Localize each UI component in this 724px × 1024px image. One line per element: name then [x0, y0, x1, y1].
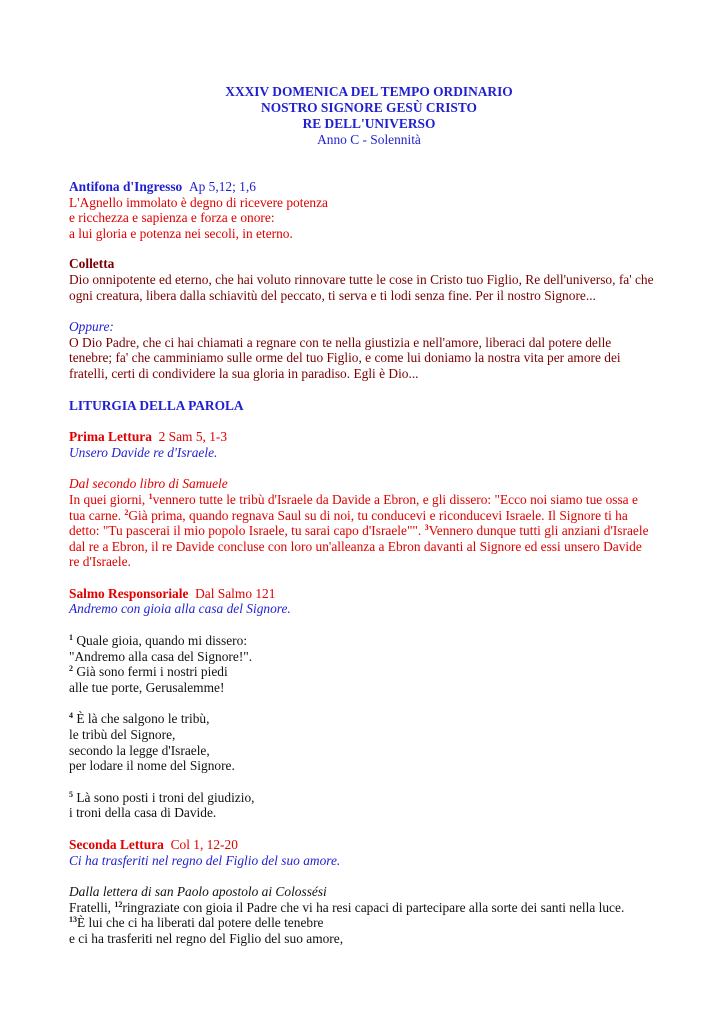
prima-line: detto: "Tu pascerai il mio popolo Israele, tu sarai capo d'Israele"". $^3$Vennero dunque tutti gli anziani d'Israele — [69, 523, 649, 539]
prima-line: In quei giorni, $^1$vennero tutte le tribù d'Israele da Davide a Ebron, e gli dissero: "Ecco noi siamo tue ossa e — [69, 491, 638, 507]
liturgia-section — [69, 398, 669, 414]
seconda-line: Fratelli, $^{12}$ringraziate con gioia il Padre che vi ha resi capaci di partecipare alla sorte dei santi nella luce. — [69, 899, 625, 915]
colletta-label: Colletta — [69, 256, 115, 272]
prima-line: re d'Israele. — [69, 554, 131, 570]
prima-subtitle: Unsero Davide re d'Israele. — [69, 444, 218, 460]
oppure-line: tenebre; fa' che camminiamo sulle orme del tuo Figlio, e come lui doniamo la nostra vita per amore dei — [69, 350, 621, 366]
salmo-stanza: $^5$ Là sono posti i troni del giudizio, i troni della casa di Davide. — [69, 789, 255, 821]
salmo-ref: Dal Salmo 121 — [195, 585, 276, 601]
antifona-line: L'Agnello immolato è degno di ricevere potenza — [69, 194, 328, 210]
salmo-stanza: $^1$ Quale gioia, quando mi dissero: "Andremo alla casa del Signore!". $^2$ Già sono fermi i nostri piedi alle tue porte, Gerusalemme! — [69, 633, 253, 695]
salmo-label: Salmo Responsoriale — [69, 585, 189, 601]
seconda-label: Seconda Lettura — [69, 837, 164, 852]
antifona-line: a lui gloria e potenza nei secoli, in eterno. — [69, 225, 293, 241]
colletta-line: ogni creatura, libera dalla schiavitù del peccato, ti serva e ti lodi senza fine. Per il nostro Signore... — [69, 287, 596, 303]
seconda-lettura-section — [69, 837, 669, 947]
seconda-ref: Col 1, 12-20 — [170, 837, 238, 852]
header — [69, 84, 669, 148]
colletta-line: Dio onnipotente ed eterno, che hai voluto rinnovare tutte le cose in Cristo tuo Figlio, Re dell'universo, fa' che — [69, 271, 654, 287]
verse-number: 3 — [424, 523, 429, 533]
prima-ref: 2 Sam 5, 1-3 — [158, 429, 228, 445]
verse-number: 12 — [114, 899, 123, 909]
antifona-label: Antifona d'Ingresso — [69, 179, 183, 194]
heading-line-3: RE DELL'UNIVERSO — [302, 116, 436, 131]
heading-line-2: NOSTRO SIGNORE GESÙ CRISTO — [261, 100, 477, 115]
oppure-line: fratelli, certi di condividere la sua gloria in paradiso. Egli è Dio... — [69, 365, 419, 381]
verse-number: 13 — [69, 915, 77, 925]
liturgia-heading: LITURGIA DELLA PAROLA — [69, 397, 244, 413]
prima-source: Dal secondo libro di Samuele — [69, 476, 228, 492]
salmo-stanza: $^4$ È là che salgono le tribù, le tribù del Signore, secondo la legge d'Israele, per lodare il nome del Signore. — [69, 711, 235, 774]
seconda-line: e ci ha trasferiti nel regno del Figlio del suo amore, — [69, 930, 344, 946]
colletta-section — [69, 256, 669, 303]
antifona-section — [69, 179, 669, 241]
document-page — [69, 84, 669, 947]
prima-line: tua carne. $^2$Già prima, quando regnava Saul su di noi, tu conducevi e riconducevi Israele. Il Signore ti ha — [69, 507, 628, 523]
verse-number: 1 — [148, 491, 153, 501]
verse-number: 4 — [69, 711, 73, 721]
prima-label: Prima Lettura — [69, 429, 152, 445]
antifona-ref: Ap 5,12; 1,6 — [188, 179, 256, 194]
oppure-line: O Dio Padre, che ci hai chiamati a regnare con te nella giustizia e nell'amore, liberaci dal potere delle — [69, 334, 612, 350]
verse-number: 1 — [69, 633, 73, 643]
heading-line-1: XXXIV DOMENICA DEL TEMPO ORDINARIO — [225, 84, 513, 99]
salmo-subtitle: Andremo con gioia alla casa del Signore. — [69, 601, 291, 617]
antifona-line: e ricchezza e sapienza e forza e onore: — [69, 210, 275, 226]
oppure-section — [69, 319, 669, 381]
prima-line: dal re a Ebron, il re Davide concluse con loro un'alleanza a Ebron davanti al Signore ed essi unsero Davide — [69, 538, 642, 554]
oppure-label: Oppure: — [69, 319, 114, 335]
seconda-line: $^{13}$È lui che ci ha liberati dal potere delle tenebre — [69, 915, 324, 931]
seconda-source: Dalla lettera di san Paolo apostolo ai Colossési — [69, 884, 327, 900]
verse-number: 2 — [124, 507, 129, 517]
salmo-section — [69, 586, 669, 821]
verse-number: 5 — [69, 789, 73, 799]
seconda-subtitle: Ci ha trasferiti nel regno del Figlio del suo amore. — [69, 852, 341, 868]
prima-lettura-section — [69, 429, 669, 570]
verse-number: 2 — [69, 664, 73, 674]
heading-line-4: Anno C - Solennità — [317, 132, 421, 147]
